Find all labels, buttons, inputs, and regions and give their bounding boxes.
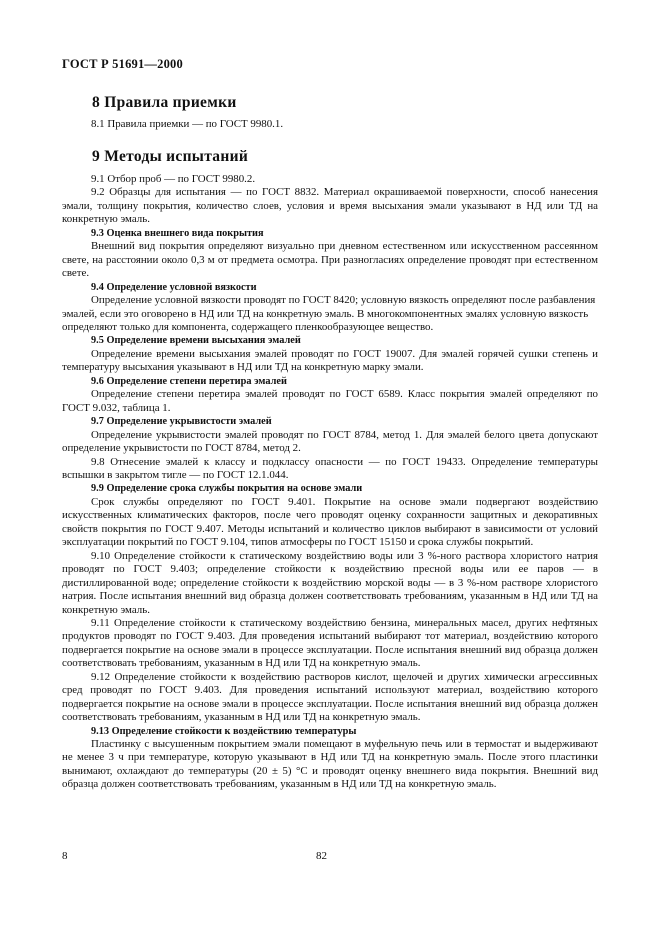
heading-9-3: 9.3 Оценка внешнего вида покрытия (91, 227, 264, 239)
heading-9-4: 9.4 Определение условной вязкости (91, 281, 257, 293)
clause-9-2: 9.2 Образцы для испытания — по ГОСТ 8832. Материал окрашиваемой поверхности, способ нанесения эмали, толщину покрытия, количество слоев, условия и время высыхания эмали указывают в НД или ТД на конкретную эмаль. (62, 186, 598, 226)
clause-9-8: 9.8 Отнесение эмалей к классу и подклассу опасности — по ГОСТ 19433. Определение температуры вспышки в закрытом тигле — по ГОСТ 12.1.044. (62, 455, 598, 481)
heading-9-5: 9.5 Определение времени высыхания эмалей (91, 335, 301, 347)
section-8-title: 8 Правила приемки (92, 94, 237, 111)
clause-9-12: 9.12 Определение стойкости к воздействию растворов кислот, щелочей и других химически агрессивных сред проводят по ГОСТ 9.403. Для проведения испытаний используют материал, воздействию которого подвергается покрытие на основе эмали в процессе эксплуатации. После испытания внешний вид образца должен соответствовать требованиям, указанным в НД или ТД на конкретную эмаль. (62, 670, 598, 724)
page-number-left: 8 (62, 850, 68, 862)
clause-9-5: Определение времени высыхания эмалей проводят по ГОСТ 19007. Для эмалей горячей сушки степень и температуру высыхания указывают в НД или ТД на конкретную марку эмали. (62, 347, 598, 374)
section-9-title: 9 Методы испытаний (92, 148, 249, 165)
section-8-body (62, 118, 598, 131)
clause-8-1: 8.1 Правила приемки — по ГОСТ 9980.1. (91, 118, 284, 130)
clause-9-6: Определение степени перетира эмалей проводят по ГОСТ 6589. Класс покрытия эмалей определяют по ГОСТ 9.032, таблица 1. (62, 388, 598, 414)
clause-9-9: Срок службы определяют по ГОСТ 9.401. Покрытие на основе эмали подвергают воздействию искусственных климатических факторов, после чего проводят оценку сохранности защитных и декоративных свойств покрытия по ГОСТ 9.407. Методы испытаний и количество циклов выбирают в зависимости от условий эксплуатации покрытий по ГОСТ 9.104, типов атмосферы по ГОСТ 15150 и срока службы покрытий. (62, 495, 598, 549)
clause-9-13: Пластинку с высушенным покрытием эмали помещают в муфельную печь или в термостат и выдерживают не менее 3 ч при температуре, которую указывают в НД или ТД на конкретную эмаль. После этого пластинки вынимают, охлаждают до температуры (20 ± 5) °С и проводят оценку внешнего вида покрытия. Внешний вид образца должен соответствовать требованиям, указанным в НД или ТД на конкретную эмаль. (62, 738, 598, 791)
heading-9-13: 9.13 Определение стойкости к воздействию температуры (91, 725, 357, 737)
document-header: ГОСТ Р 51691—2000 (62, 57, 183, 71)
clause-9-11: 9.11 Определение стойкости к статическому воздействию бензина, минеральных масел, других нефтяных продуктов проводят по ГОСТ 9.403. Для проведения испытаний выбирают тот материал, воздействию которого подвергается покрытие на основе эмали в процессе эксплуатации. После испытания внешний вид образца должен соответствовать требованиям, указанным в НД или ТД на конкретную эмаль. (62, 616, 598, 670)
clause-9-4: Определение условной вязкости проводят по ГОСТ 8420; условную вязкость определяют после разбавления эмалей, если это оговорено в НД или ТД на конкретную эмаль. В многокомпонентных эмалях условную вязкость определяют только для компонента, содержащего пленкообразующее вещество. (62, 294, 596, 333)
clause-9-7: Определение укрывистости эмалей проводят по ГОСТ 8784, метод 1. Для эмалей белого цвета допускают определение укрывистости по ГОСТ 8784, метод 2. (62, 428, 598, 455)
page-number-center: 82 (316, 850, 327, 862)
heading-9-7: 9.7 Определение укрывистости эмалей (91, 416, 272, 428)
section-9-body (62, 173, 598, 792)
clause-9-3: Внешний вид покрытия определяют визуально при дневном естественном или искусственном рассеянном свете, на расстоянии около 0,3 м от предмета осмотра. При разногласиях определение проводят при естественном свете. (62, 240, 598, 280)
clause-9-10: 9.10 Определение стойкости к статическому воздействию воды или 3 %-ного раствора хлористого натрия проводят по ГОСТ 9.403; определение стойкости к воздействию пресной воды или ее паров — в дистиллированной воде; определение стойкости к воздействию морской воды — в 3 %-ном растворе хлористого натрия. После испытания внешний вид образца должен соответствовать требованиям, указанным в НД или ТД на конкретную эмаль. (62, 549, 598, 616)
clause-9-1: 9.1 Отбор проб — по ГОСТ 9980.2. (91, 173, 256, 185)
heading-9-9: 9.9 Определение срока службы покрытия на основе эмали (91, 483, 363, 495)
heading-9-6: 9.6 Определение степени перетира эмалей (91, 375, 287, 387)
